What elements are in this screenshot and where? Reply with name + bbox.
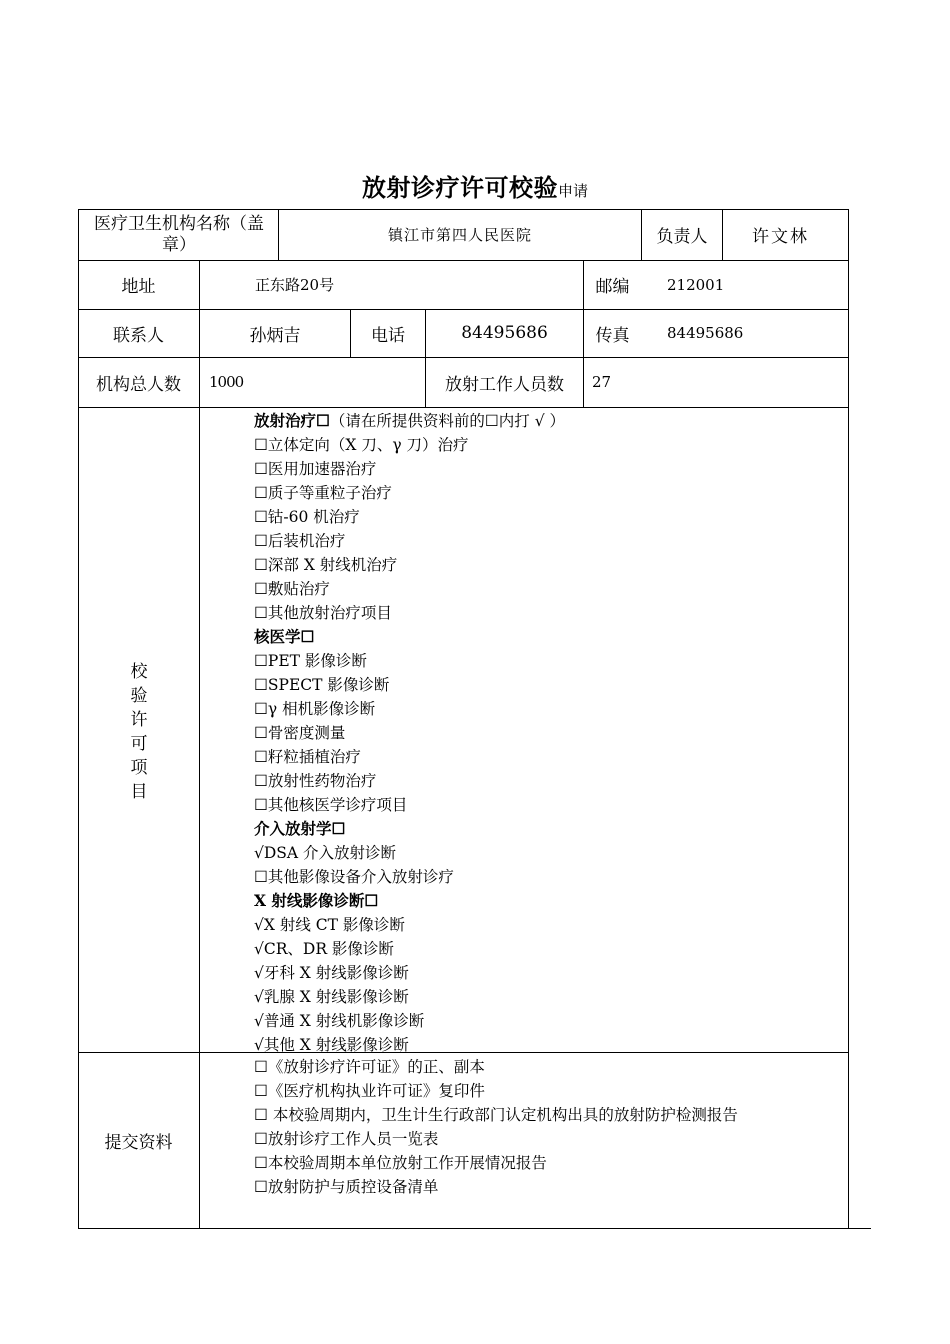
total-staff-value: 1000 bbox=[209, 373, 244, 391]
items-checkbox-option: ☐其他放射治疗项目 bbox=[254, 604, 392, 622]
phone-label: 电话 bbox=[371, 325, 405, 346]
items-label-char: 可 bbox=[130, 734, 148, 754]
materials-checkbox-option: ☐本校验周期本单位放射工作开展情况报告 bbox=[254, 1154, 547, 1172]
materials-list bbox=[254, 1055, 738, 1199]
items-category-heading: 介入放射学☐ bbox=[254, 819, 346, 838]
items-checkbox-option: ☐籽粒插植治疗 bbox=[254, 748, 361, 766]
items-checkbox-option: ☐敷贴治疗 bbox=[254, 580, 330, 598]
items-list bbox=[254, 409, 565, 1057]
head-value: 许文林 bbox=[752, 227, 809, 247]
total-staff-label: 机构总人数 bbox=[96, 374, 181, 395]
items-checkbox-option: ☐质子等重粒子治疗 bbox=[254, 484, 392, 502]
materials-checkbox-option: ☐《放射诊疗许可证》的正、副本 bbox=[254, 1058, 485, 1076]
application-table bbox=[78, 209, 849, 1229]
head-label: 负责人 bbox=[656, 227, 708, 247]
items-checkbox-option: ☐PET 影像诊断 bbox=[254, 652, 367, 670]
form-title-suffix: 申请 bbox=[557, 182, 588, 200]
items-category-heading: 放射治疗☐ bbox=[254, 411, 330, 430]
items-checkbox-option: √CR、DR 影像诊断 bbox=[254, 940, 394, 958]
items-label-char: 项 bbox=[130, 758, 148, 778]
items-category-heading: X 射线影像诊断☐ bbox=[254, 891, 379, 910]
items-checkbox-option: ☐立体定向（X 刀、γ 刀）治疗 bbox=[254, 436, 469, 454]
items-instruction: （请在所提供资料前的☐内打 √ ） bbox=[329, 412, 566, 430]
items-checkbox-option: ☐骨密度测量 bbox=[254, 724, 346, 742]
items-category-heading bbox=[254, 409, 565, 433]
items-category-heading: 核医学☐ bbox=[254, 627, 315, 646]
materials-checkbox-option: ☐《医疗机构执业许可证》复印件 bbox=[254, 1082, 485, 1100]
radiation-staff-value: 27 bbox=[592, 373, 612, 391]
items-checkbox-option: ☐医用加速器治疗 bbox=[254, 460, 377, 478]
fax-value: 84495686 bbox=[667, 324, 744, 342]
materials-checkbox-option: ☐放射防护与质控设备清单 bbox=[254, 1178, 439, 1196]
org-name-value: 镇江市第四人民医院 bbox=[387, 226, 532, 244]
items-section-label bbox=[128, 660, 150, 804]
items-checkbox-option: ☐其他核医学诊疗项目 bbox=[254, 796, 408, 814]
items-label-char: 目 bbox=[130, 782, 148, 802]
items-checkbox-option: √乳腺 X 射线影像诊断 bbox=[254, 988, 409, 1006]
items-checkbox-option: √DSA 介入放射诊断 bbox=[254, 844, 397, 862]
address-value: 正东路20号 bbox=[255, 276, 335, 294]
zip-value: 212001 bbox=[667, 275, 725, 294]
items-checkbox-option: ☐放射性药物治疗 bbox=[254, 772, 377, 790]
items-checkbox-option: ☐深部 X 射线机治疗 bbox=[254, 556, 398, 574]
materials-checkbox-option: ☐放射诊疗工作人员一览表 bbox=[254, 1130, 439, 1148]
items-checkbox-option: ☐γ 相机影像诊断 bbox=[254, 700, 376, 718]
items-checkbox-option: ☐钴-60 机治疗 bbox=[254, 508, 360, 526]
items-checkbox-option: ☐其他影像设备介入放射诊疗 bbox=[254, 868, 454, 886]
org-name-label: 医疗卫生机构名称（盖章） bbox=[94, 214, 264, 255]
items-checkbox-option: √牙科 X 射线影像诊断 bbox=[254, 964, 409, 982]
items-label-char: 验 bbox=[130, 686, 148, 706]
materials-checkbox-option: ☐ 本校验周期内，卫生计生行政部门认定机构出具的放射防护检测报告 bbox=[254, 1106, 738, 1124]
items-label-char: 许 bbox=[130, 710, 148, 730]
materials-section-label: 提交资料 bbox=[104, 1132, 173, 1153]
form-title-main: 放射诊疗许可校验 bbox=[361, 173, 558, 202]
items-checkbox-option: √普通 X 射线机影像诊断 bbox=[254, 1012, 425, 1030]
items-checkbox-option: √X 射线 CT 影像诊断 bbox=[254, 916, 405, 934]
contact-value: 孙炳吉 bbox=[249, 325, 301, 346]
items-checkbox-option: ☐SPECT 影像诊断 bbox=[254, 676, 390, 694]
items-checkbox-option: √其他 X 射线影像诊断 bbox=[254, 1036, 409, 1054]
fax-label: 传真 bbox=[595, 325, 630, 346]
address-label: 地址 bbox=[121, 277, 156, 297]
radiation-staff-label: 放射工作人员数 bbox=[445, 374, 564, 395]
zip-label: 邮编 bbox=[595, 277, 630, 297]
phone-value: 84495686 bbox=[461, 323, 548, 343]
items-label-char: 校 bbox=[130, 662, 148, 682]
contact-label: 联系人 bbox=[113, 325, 164, 346]
items-checkbox-option: ☐后装机治疗 bbox=[254, 532, 346, 550]
form-title bbox=[0, 168, 950, 203]
